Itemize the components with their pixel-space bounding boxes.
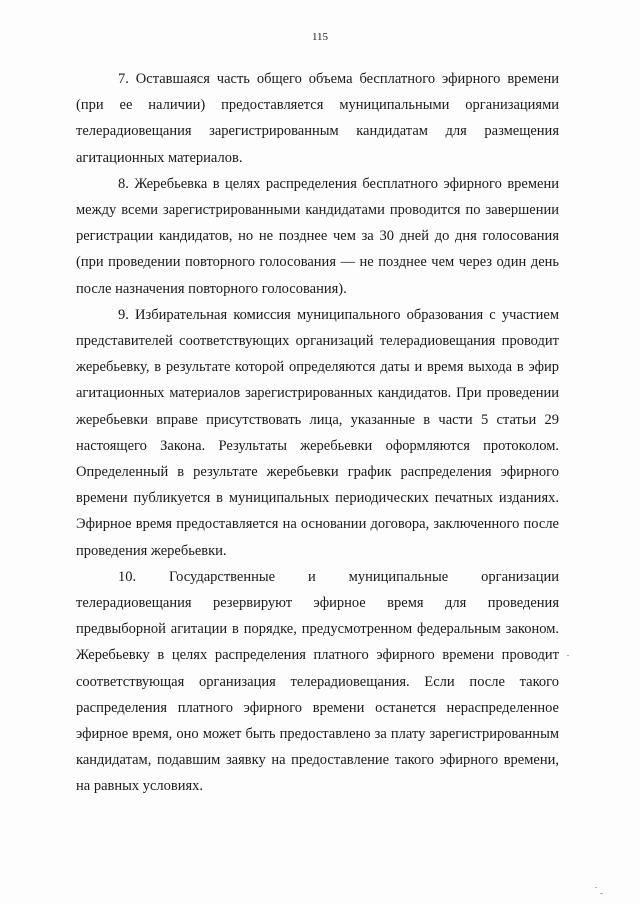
paragraph-9: 9. Избирательная комиссия муниципального образования с участием представителей соответствующих организаций телерадиовещания проводит жеребьевку, в результате которой определяются даты и время выхода в эфир агитационных материалов зарегистрированных кандидатов. При проведении жеребьевки вправе присутствовать лица, указанные в части 5 статьи 29 настоящего Закона. Результаты жеребьевки оформляются протоколом. Определенный в результате жеребьевки график распределения эфирного времени публикуется в муниципальных периодических печатных изданиях. Эфирное время предоставляется на основании договора, заключенного после проведения жеребьевки. — [76, 306, 559, 559]
paragraph-8: 8. Жеребьевка в целях распределения бесплатного эфирного времени между всеми зарегистрированными кандидатами проводится по завершении регистрации кандидатов, но не позднее чем за 30 дней до дня голосования (при проведении повторного голосования — не позднее чем через один день после назначения повторного голосования). — [76, 175, 559, 297]
paragraph-10: 10. Государственные и муниципальные организации телерадиовещания резервируют эфирное время для проведения предвыборной агитации в порядке, предусмотренном федеральным законом. Жеребьевку в целях распределения платного эфирного времени проводит соответствующая организация телерадиовещания. Если после такого распределения платного эфирного времени останется нераспределенное эфирное время, оно может быть предоставлено за плату зарегистрированным кандидатам, подавшим заявку на предоставление такого эфирного времени, на равных условиях. — [76, 568, 559, 795]
scan-speck — [600, 893, 603, 894]
page-number: 115 — [311, 31, 329, 43]
paragraph-7: 7. Оставшаяся часть общего объема бесплатного эфирного времени (при ее наличии) предоставляется муниципальными организациями телерадиовещания зарегистрированным кандидатам для размещения агитационных материалов. — [76, 71, 559, 166]
scan-speck — [567, 655, 569, 656]
scan-speck — [595, 887, 597, 888]
document-body — [76, 66, 559, 800]
